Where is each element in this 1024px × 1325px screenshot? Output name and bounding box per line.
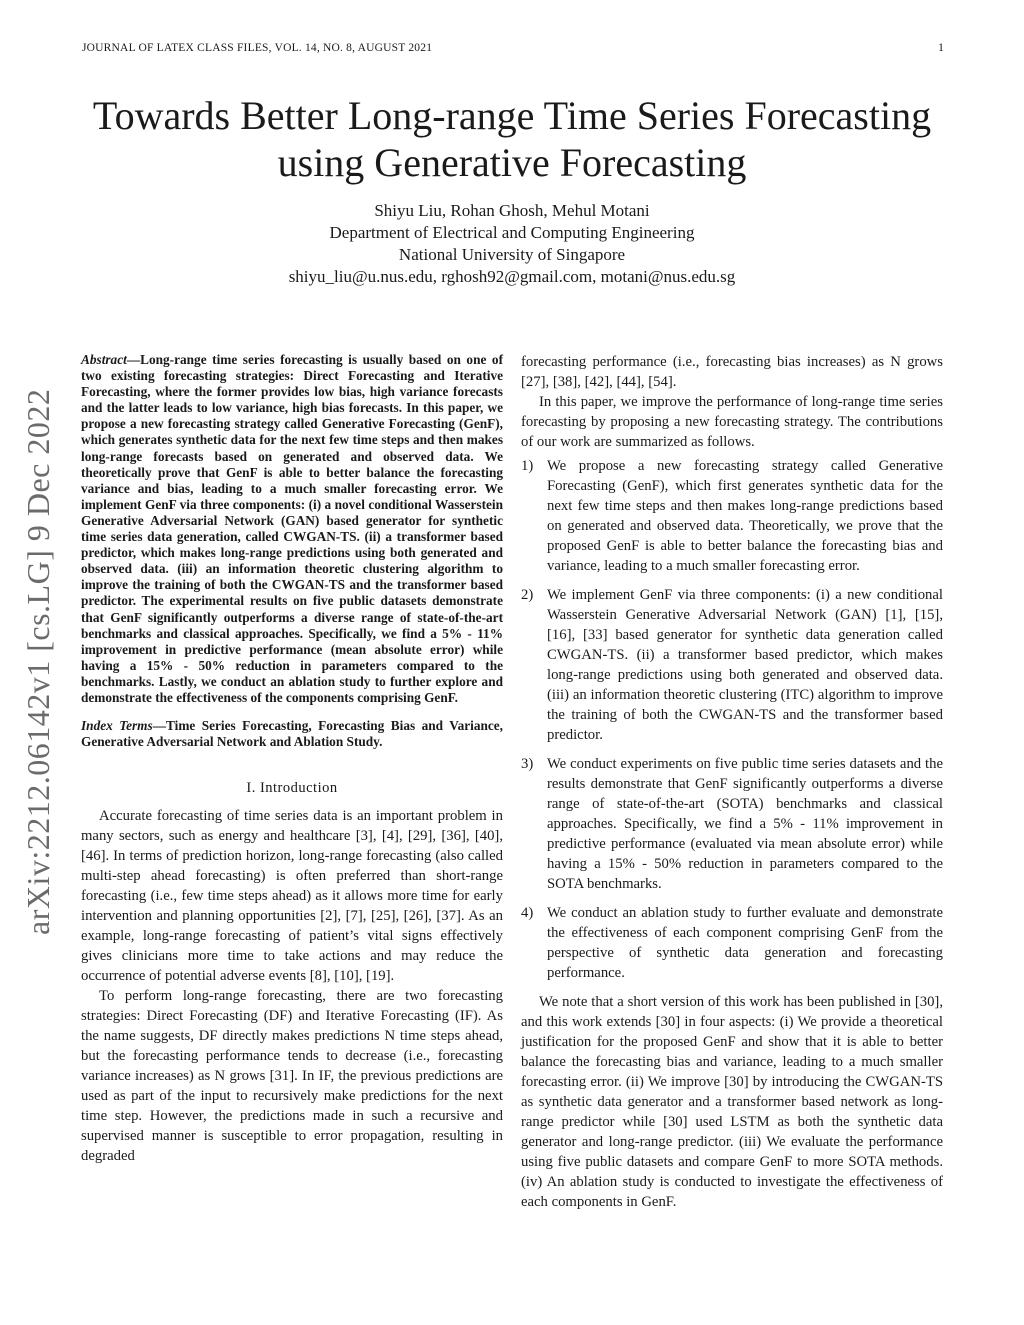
contribution-text: We conduct an ablation study to further evaluate and demonstrate the effectiveness of each component comprising GenF from the perspective of synthetic data generation and forecasting performance. — [547, 905, 943, 981]
closing-paragraph: We note that a short version of this work has been published in [30], and this work extends [30] in four aspects: (i) We provide a theoretical justification for the proposed GenF and show that it is able to better balance the forecasting bias and variance, leading to a much smaller forecasting error. (ii) We improve [30] by introducing the CWGAN-TS as synthetic data generator and a transformer based network as long-range predictor while [30] used LSTM as both the synthetic data generator and long-range predictor. (iii) We evaluate the performance using five public datasets and compare GenF to more SOTA methods. (iv) An ablation study is conducted to investigate the effectiveness of each components in GenF. — [521, 994, 943, 1210]
author-department: Department of Electrical and Computing Engineering — [329, 223, 695, 242]
intro-paragraph: Accurate forecasting of time series data is an important problem in many sectors, such as energy and healthcare [3], [4], [29], [36], [40], [46]. In terms of prediction horizon, long-range forecasting (also called multi-step ahead forecasting) is often preferred than short-range forecasting (i.e., few time steps ahead) as it allows more time for early intervention and planning opportunities [2], [7], [25], [26], [37]. As an example, long-range forecasting of patient’s vital signs effectively gives clinicians more time to take actions and may reduce the occurrence of potential adverse events [8], [10], [19]. — [81, 808, 503, 985]
paper-title: Towards Better Long-range Time Series Forecasting using Generative Forecasting — [92, 93, 932, 185]
continued-paragraph: forecasting performance (i.e., forecasting bias increases) as N grows [27], [38], [42], [44], [54]. — [521, 354, 943, 390]
contribution-number: 4) — [521, 905, 534, 921]
contribution-text: We propose a new forecasting strategy called Generative Forecasting (GenF), which first generates synthetic data for the next few time steps and then makes long-range predictions based on generated and observed data. Theoretically, we prove that the proposed GenF is able to better balance the forecasting bias and variance, leading to a much smaller forecasting error. — [547, 458, 943, 574]
contribution-item — [521, 456, 943, 576]
page-number: 1 — [938, 40, 944, 54]
contribution-item — [521, 754, 943, 894]
left-column — [81, 352, 503, 1166]
index-terms-text: —Time Series Forecasting, Forecasting Bias and Variance, Generative Adversarial Network and Ablation Study. — [81, 718, 504, 750]
contributions-intro: In this paper, we improve the performance of long-range time series forecasting by proposing a new forecasting strategy. The contributions of our work are summarized as follows. — [521, 394, 943, 450]
running-header: JOURNAL OF LATEX CLASS FILES, VOL. 14, NO. 8, AUGUST 2021 — [82, 42, 433, 54]
contribution-number: 2) — [521, 587, 534, 603]
intro-paragraph: To perform long-range forecasting, there are two forecasting strategies: Direct Forecasting (DF) and Iterative Forecasting (IF). As the name suggests, DF directly makes predictions N time steps ahead, but the forecasting performance tends to decrease (i.e., forecasting variance increases) as N grows [31]. In IF, the previous predictions are used as part of the input to recursively make predictions for the next time step. However, the predictions made in such a recursive and supervised manner is susceptible to error propagation, resulting in degraded — [81, 988, 503, 1165]
contribution-text: We implement GenF via three components: (i) a new conditional Wasserstein Generative Adversarial Network (GAN) [1], [15], [16], [33] based generator for synthetic data generation called CWGAN-TS. (ii) a transformer based predictor, which makes long-range predictions using both generated and observed data. (iii) an information theoretic clustering (ITC) algorithm to improve the training of both the CWGAN-TS and the transformer based predictor. — [547, 587, 943, 743]
abstract — [81, 352, 503, 706]
arxiv-identifier: arXiv:2212.06142v1 [cs.LG] 9 Dec 2022 — [20, 388, 56, 935]
author-university: National University of Singapore — [398, 245, 626, 264]
author-emails: shiyu_liu@u.nus.edu, rghosh92@gmail.com, motani@nus.edu.sg — [288, 267, 736, 286]
index-terms — [81, 718, 503, 750]
abstract-text: —Long-range time series forecasting is usually based on one of two existing forecasting strategies: Direct Forecasting and Iterative Forecasting, where the former provides low bias, high variance forecasts and the latter leads to low variance, high bias forecasts. In this paper, we propose a new forecasting strategy called Generative Forecasting (GenF), which generates synthetic data for the next few time steps and then makes long-range forecasts based on generated and observed data. We theoretically prove that GenF is able to better balance the forecasting variance and bias, leading to a much smaller forecasting error. We implement GenF via three components: (i) a novel conditional Wasserstein Generative Adversarial Network (GAN) based generator for synthetic time series data generation, called CWGAN-TS. (ii) a transformer based predictor, which makes long-range predictions using both generated and observed data. (iii) an information theoretic clustering algorithm to improve the training of both the CWGAN-TS and the transformer based predictor. The experimental results on five public datasets demonstrate that GenF significantly outperforms a diverse range of state-of-the-art benchmarks and classical approaches. Specifically, we find a 5% - 11% improvement in predictive performance (mean absolute error) while having a 15% - 50% reduction in parameters compared to the benchmarks. Lastly, we conduct an ablation study to further explore and demonstrate the effectiveness of the components comprising GenF. — [81, 352, 503, 705]
index-terms-label: Index Terms — [81, 718, 153, 734]
author-block — [100, 200, 924, 288]
contribution-item — [521, 585, 943, 745]
abstract-label: Abstract — [81, 352, 127, 367]
section-heading: I. Introduction — [246, 780, 338, 797]
author-names: Shiyu Liu, Rohan Ghosh, Mehul Motani — [374, 201, 650, 220]
contribution-item — [521, 903, 943, 983]
contribution-number: 3) — [521, 756, 534, 772]
right-column — [521, 352, 943, 1212]
contribution-number: 1) — [521, 458, 534, 474]
contribution-text: We conduct experiments on five public time series datasets and the results demonstrate that GenF significantly outperforms a diverse range of state-of-the-art (SOTA) benchmarks and classical approaches. Specifically, we find a 5% - 11% improvement in predictive performance (evaluated via mean absolute error) while having a 15% - 50% reduction in parameters compared to the SOTA benchmarks. — [547, 756, 943, 892]
